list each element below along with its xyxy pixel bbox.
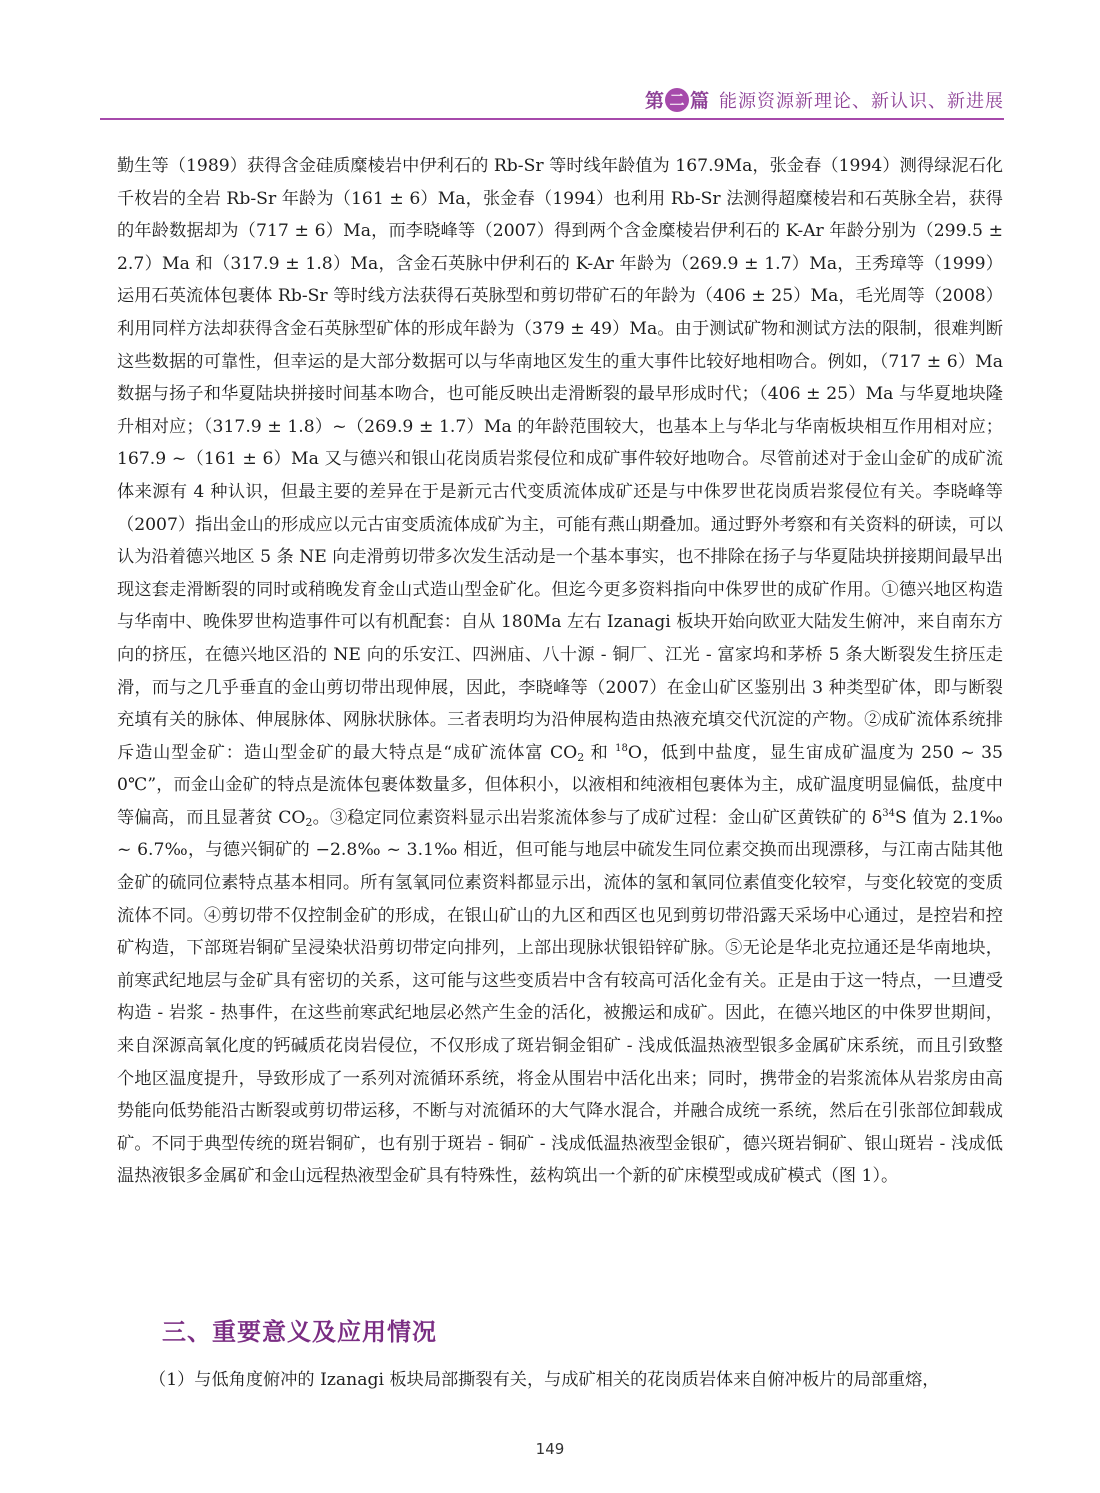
o18-superscript: 18 (615, 742, 628, 754)
part-suffix: 篇 (689, 90, 709, 112)
page-number: 149 (535, 1440, 565, 1458)
body-segment-4: 。③稳定同位素资料显示出岩浆流体参与了成矿过程：金山矿区黄铁矿的 δ (312, 807, 883, 828)
header-divider (100, 118, 1004, 120)
running-header (100, 86, 1004, 120)
co2-subscript-2: 2 (305, 815, 313, 829)
header-title: 能源资源新理论、新认识、新进展 (719, 90, 1004, 112)
body-segment-2: 和 (584, 742, 616, 763)
body-segment-5: S 值为 2.1‰ ~ 6.7‰，与德兴铜矿的 −2.8‰ ~ 3.1‰ 相近，但可能与地层中硫发生同位素交换而出现漂移，与江南古陆其他金矿的硫同位素特点基本相同。所有氢氧同位素资料都显示出，流体的氢和氧同位素值变化较窄，与变化较宽的变质流体不同。④剪切带不仅控制金矿的形成，在银山矿山的九区和西区也见到剪切带沿露天采场中心通过，是控岩和控矿构造，下部斑岩铜矿呈浸染状沿剪切带定向排列，上部出现脉状银铅锌矿脉。⑤无论是华北克拉通还是华南地块，前寒武纪地层与金矿具有密切的关系，这可能与这些变质岩中含有较高可活化金有关。正是由于这一特点，一旦遭受构造 - 岩浆 - 热事件，在这些前寒武纪地层必然产生金的活化，被搬运和成矿。因此，在德兴地区的中侏罗世期间，来自深源高氧化度的钙碱质花岗岩侵位，不仅形成了斑岩铜金钼矿 - 浅成低温热液型银多金属矿床系统，而且引致整个地区温度提升，导致形成了一系列对流循环系统，将金从围岩中活化出来；同时，携带金的岩浆流体从岩浆房由高势能向低势能沿古断裂或剪切带运移，不断与对流循环的大气降水混合，并融合成统一系统，然后在引张部位卸载成矿。不同于典型传统的斑岩铜矿，也有别于斑岩 - 铜矿 - 浅成低温热液型金银矿，德兴斑岩铜矿、银山斑岩 - 浅成低温热液银多金属矿和金山远程热液型金矿具有特殊性，兹构筑出一个新的矿床模型或成矿模式（图 1）。 (117, 807, 1003, 1187)
section-heading: 三、重要意义及应用情况 (162, 1318, 437, 1346)
co2-subscript-1: 2 (577, 750, 585, 764)
s34-superscript: 34 (882, 807, 895, 819)
body-segment-3: O，低到中盐度，显生宙成矿温度为 250 ~ 350℃”，而金山金矿的特点是流体包裹体数量多，但体积小，以液相和纯液相包裹体为主，成矿温度明显偏低，盐度中等偏高，而且显著贫 CO (117, 742, 1003, 828)
list-item-1: （1）与低角度俯冲的 Izanagi 板块局部撕裂有关，与成矿相关的花岗质岩体来自俯冲板片的局部重熔， (149, 1370, 940, 1390)
paragraph-text (117, 150, 1003, 1193)
part-number-badge: 二 (665, 88, 689, 112)
body-segment-1: 勤生等（1989）获得含金硅质糜棱岩中伊利石的 Rb-Sr 等时线年龄值为 167.9Ma，张金春（1994）测得绿泥石化千枚岩的全岩 Rb-Sr 年龄为（161 ± 6）Ma，张金春（1994）也利用 Rb-Sr 法测得超糜棱岩和石英脉全岩，获得的年龄数据却为（717 ± 6）Ma，而李晓峰等（2007）得到两个含金糜棱岩伊利石的 K-Ar 年龄分别为（299.5 ± 2.7）Ma 和（317.9 ± 1.8）Ma，含金石英脉中伊利石的 K-Ar 年龄为（269.9 ± 1.7）Ma，王秀璋等（1999）运用石英流体包裹体 Rb-Sr 等时线方法获得石英脉型和剪切带矿石的年龄为（406 ± 25）Ma，毛光周等（2008）利用同样方法却获得含金石英脉型矿体的形成年龄为（379 ± 49）Ma。由于测试矿物和测试方法的限制，很难判断这些数据的可靠性，但幸运的是大部分数据可以与华南地区发生的重大事件比较好地相吻合。例如，（717 ± 6）Ma 数据与扬子和华夏陆块拼接时间基本吻合，也可能反映出走滑断裂的最早形成时代；（406 ± 25）Ma 与华夏地块隆升相对应；（317.9 ± 1.8）~（269.9 ± 1.7）Ma 的年龄范围较大，也基本上与华北与华南板块相互作用相对应；167.9 ~（161 ± 6）Ma 又与德兴和银山花岗质岩浆侵位和成矿事件较好地吻合。尽管前述对于金山金矿的成矿流体来源有 4 种认识，但最主要的差异在于是新元古代变质流体成矿还是与中侏罗世花岗质岩浆侵位有关。李晓峰等（2007）指出金山的形成应以元古宙变质流体成矿为主，可能有燕山期叠加。通过野外考察和有关资料的研读，可以认为沿着德兴地区 5 条 NE 向走滑剪切带多次发生活动是一个基本事实，也不排除在扬子与华夏陆块拼接期间最早出现这套走滑断裂的同时或稍晚发育金山式造山型金矿化。但迄今更多资料指向中侏罗世的成矿作用。①德兴地区构造与华南中、晚侏罗世构造事件可以有机配套：自从 180Ma 左右 Izanagi 板块开始向欧亚大陆发生俯冲，来自南东方向的挤压，在德兴地区沿的 NE 向的乐安江、四洲庙、八十源 - 铜厂、江光 - 富家坞和茅桥 5 条大断裂发生挤压走滑，而与之几乎垂直的金山剪切带出现伸展，因此，李晓峰等（2007）在金山矿区鉴别出 3 种类型矿体，即与断裂充填有关的脉体、伸展脉体、网脉状脉体。三者表明均为沿伸展构造由热液充填交代沉淀的产物。②成矿流体系统排斥造山型金矿：造山型金矿的最大特点是“成矿流体富 CO (117, 156, 1003, 763)
part-prefix: 第 (644, 90, 664, 112)
body-paragraph (117, 150, 1003, 1193)
